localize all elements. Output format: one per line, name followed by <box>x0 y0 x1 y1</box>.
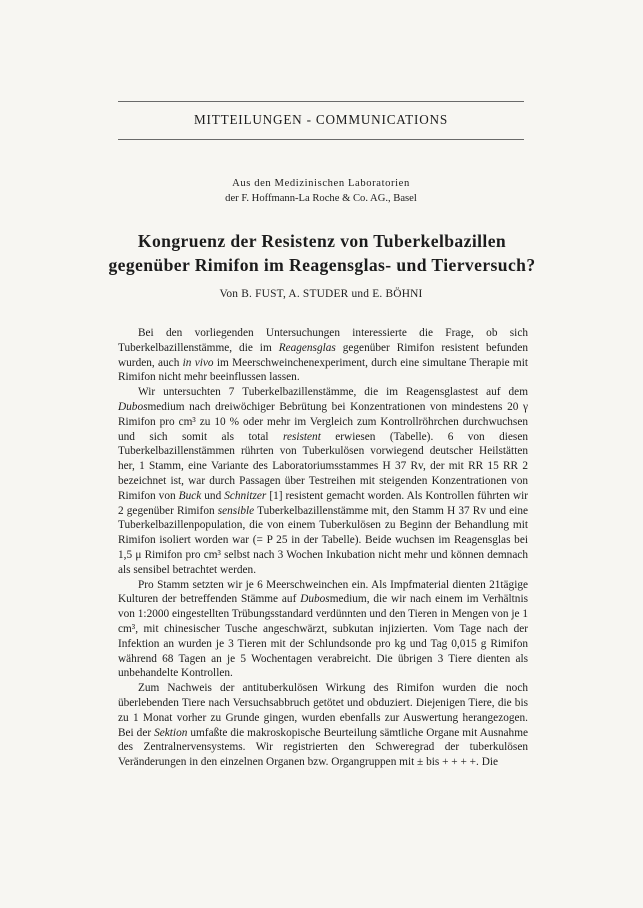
header-bottom-rule <box>118 139 524 140</box>
affiliation-line-1: Aus den Medizinischen Laboratorien <box>232 178 410 189</box>
text-run: Pro Stamm setzten wir je 6 Meerschweinchen ein. Als Impfmaterial dienten 21tägige Kulturen der betreffenden Stämme auf <box>118 578 528 606</box>
text-run: [1] resistent gemacht worden. Als Kontrollen führten wir 2 gegenüber Rimifon <box>118 489 528 517</box>
italic-run: Dubos <box>118 400 148 413</box>
article-title-line-1: Kongruenz der Resistenz von Tuberkelbazillen <box>137 231 507 251</box>
text-run: erwiesen (Tabelle). 6 von diesen Tuberkelbazillenstämmen rührten von Tuberkulösen vorwiegend deutscher Heilstätten her, 1 Stamm, eine Variante des Laboratoriumsstammes H 37 Rv, der mit RR 15 RR 2 bezeichnet ist, war durch Passagen über Testreihen mit steigenden Konzentrationen von Rimifon von <box>118 430 528 502</box>
authors-line: Von B. FUST, A. STUDER und E. BÖHNI <box>219 288 423 300</box>
text-run: und <box>201 489 225 502</box>
text-run: Zum Nachweis der antituberkulösen Wirkung des Rimifon wurden die noch überlebenden Tiere nach Versuchsabbruch getötet und obduziert. Diejenigen Tiere, die bis zu 1 Monat vorher zu Grunde gingen, wurden ebenfalls zur Auswertung herangezogen. Bei der <box>118 682 528 739</box>
paragraph <box>118 385 528 577</box>
italic-run: Buck <box>178 489 202 502</box>
text-run: medium nach dreiwöchiger Bebrütung bei Konzentrationen von mindestens 20 γ Rimifon pro cm³ zu 10 % oder mehr im Vergleich zum Kontrollröhrchen durchwuchsen und sich somit als total <box>118 400 528 443</box>
section-header: MITTEILUNGEN - COMMUNICATIONS <box>194 112 448 127</box>
italic-run: Reagensglas <box>278 341 336 354</box>
text-run: medium, die wir nach einem im Verhältnis von 1:2000 eingestellten Trübungsstandard verdünnten und den Tieren in Mengen von je 1 cm³, mit chinesischer Tusche angeschwärzt, subkutan injizierten. Vom Tage nach der Infektion an wurden je 3 Tieren mit der Schlundsonde pro kg und Tag 0,015 g Rimifon während 68 Tagen an je 5 Wochentagen verabreicht. Die übrigen 3 Tiere dienten als unbehandelte Kontrollen. <box>118 593 528 680</box>
affiliation-line-2: der F. Hoffmann-La Roche & Co. AG., Basel <box>225 193 417 204</box>
article-title-line-2: gegenüber Rimifon im Reagensglas- und Tierversuch? <box>108 255 536 275</box>
italic-run: Dubos <box>300 593 330 606</box>
article-body <box>118 326 528 770</box>
paragraph <box>118 578 528 682</box>
text-run: umfaßte die makroskopische Beurteilung sämtliche Organe mit Ausnahme des Zentralnervensystems. Wir registrierten den Schweregrad der tuberkulösen Veränderungen in den einzelnen Organen bzw. Organgruppen mit ± bis + + + +. Die <box>118 726 528 769</box>
paragraph <box>118 681 528 770</box>
italic-run: in vivo <box>182 356 214 369</box>
text-run: Bei den vorliegenden Untersuchungen interessierte die Frage, ob sich Tuberkelbazillenstämme, die im <box>118 327 528 354</box>
italic-run: sensible <box>217 504 255 517</box>
italic-run: resistent <box>282 430 321 443</box>
italic-run: Schnitzer <box>224 489 267 502</box>
text-run: Wir untersuchten 7 Tuberkelbazillenstämme, die im Reagensglastest auf dem <box>138 386 528 399</box>
text-run: im Meerschweinchenexperiment, durch eine simultane Therapie mit Rimifon nicht mehr beeinflussen lassen. <box>118 356 528 384</box>
text-run: gegenüber Rimifon resistent befunden wurden, auch <box>118 341 528 369</box>
italic-run: Sektion <box>154 726 188 739</box>
text-run: Tuberkelbazillenstämme mit, den Stamm H 37 Rv und eine Tuberkelbazillenpopulation, die von einem Tuberkulösen zu Beginn der Behandlung mit Rimifon isoliert worden war (= P 25 in der Tabelle). Beide wuchsen im Reagensglas bei 1,5 μ Rimifon pro cm³ selbst nach 3 Wochen Inkubation nicht mehr und können demnach als sensibel betrachtet werden. <box>118 504 529 576</box>
paragraph <box>118 326 528 385</box>
top-rule <box>118 101 524 102</box>
